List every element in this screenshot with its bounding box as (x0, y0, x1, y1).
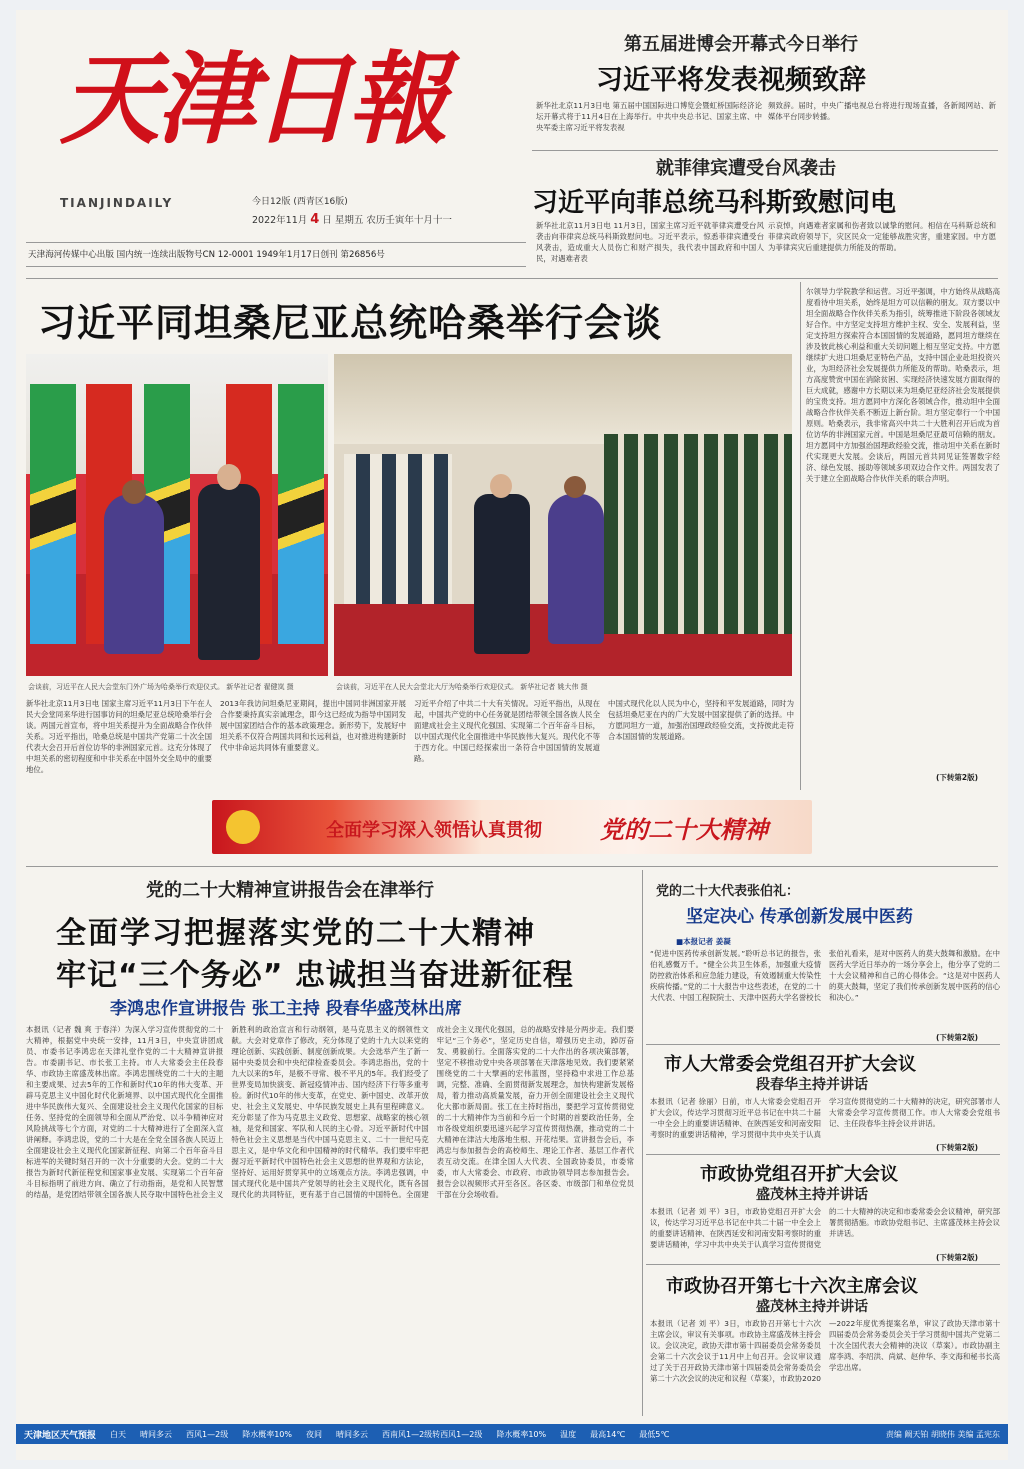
lead-caption-right: 会谈前，习近平在人民大会堂北大厅为哈桑举行欢迎仪式。 新华社记者 姚大伟 摄 (336, 683, 588, 691)
masthead-title: 天津日報 (60, 40, 444, 158)
side-2-headline: 市人大常委会党组召开扩大会议 (664, 1054, 916, 1075)
side-2-subhead: 段春华主持并讲话 (756, 1077, 868, 1093)
publisher-line: 天津海河传媒中心出版 国内统一连续出版物号CN 12-0001 1949年1月17日创刊 第26856号 (28, 250, 385, 260)
side-rule-1 (646, 1044, 1000, 1045)
side-3-subhead: 盛茂林主持并讲话 (756, 1187, 868, 1203)
weather-bar (16, 1424, 1008, 1444)
side-1-byline: ■本报记者 姜凝 (676, 937, 731, 946)
feature-column-rule (642, 870, 643, 1416)
side-2-body: 本报讯（记者 徐丽）日前，市人大常委会党组召开扩大会议，传达学习贯彻习近平总书记在中共二十届一中全会上的重要讲话精神、在陕西延安和河南安阳考察时的重要讲话精神，学习贯彻中共中央关于认真学习宣传贯彻党的二十大精神的决定，研究部署市人大常委会学习宣传贯彻工作。市人大常委会党组书记、主任段春华主持会议并讲话。 (650, 1097, 1000, 1139)
lead-column-rule (800, 282, 801, 790)
side-rule-2 (646, 1154, 1000, 1155)
lead-photo-right (334, 354, 792, 676)
banner-text-a: 全面学习深入领悟认真贯彻 (326, 820, 542, 841)
weather-day: 白天 (110, 1429, 127, 1439)
feature-subhead: 李鸿忠作宣讲报告 张工主持 段春华盛茂林出席 (110, 999, 462, 1019)
side-4-body: 本报讯（记者 刘 平）3日，市政协召开第七十六次主席会议，审议有关事项。市政协主席盛茂林主持会议。会议决定，政协天津市第十四届委员会常务委员会第二十六次会议于11月中上旬召开。会议审议通过了关于召开政协天津市第十四届委员会常务委员会第二十六次会议的决定和议程（草案），市政协2020—2022年度优秀提案名单，审议了政协天津市第十四届委员会常务委员会关于学习贯彻中国共产党第二十次全国代表大会精神的决议（草案）。市政协副主席李鸿、李绍洪、尚斌、赵仲华、李文海和秘书长高学忠出席。 (650, 1319, 1000, 1383)
lead-caption-left: 会谈前，习近平在人民大会堂东门外广场为哈桑举行欢迎仪式。 新华社记者 翟健岚 摄 (28, 683, 294, 691)
side-1-headline: 坚定决心 传承创新发展中医药 (686, 907, 913, 927)
weather-temp-low: 最低5℃ (639, 1429, 670, 1439)
edition-info: 今日12版 (西青区16版) (252, 197, 348, 207)
side-1-kicker: 党的二十大代表张伯礼： (656, 884, 800, 899)
weather-day-wind: 西风1—2级 (186, 1429, 229, 1439)
section-rule-1 (26, 278, 998, 279)
weather-temp-label: 温度 (560, 1429, 577, 1439)
page-editors: 责编 阚天铂 胡晓伟 美编 孟宪东 (885, 1429, 1000, 1439)
feature-body: 本报讯（记者 魏 爽 于春洋）为深入学习宣传贯彻党的二十大精神，根据党中央统一安排，11月3日，中央宣讲团成员、市委书记李鸿忠在天津礼堂作党的二十大精神宣讲报告。市委副书记、市长张工主持。市人大常委会主任段春华、市政协主席盛茂林出席。李鸿忠围绕党的二十大的主题和主要成果、过去5年的工作和新时代10年的伟大变革、开辟马克思主义中国化时代化新境界、以中国式现代化全面推进中华民族伟大复兴、全面建设社会主义现代化国家的目标任务、坚持党的全面领导和全面从严治党、以斗争精神应对风险挑战等七个方面，对党的二十大精神进行了全面深入宣讲阐释。李鸿忠说，党的二十大是在全党全国各族人民迈上全面建设社会主义现代化国家新征程、向第二个百年奋斗目标进军的关键时刻召开的一次十分重要的大会。党的二十大报告为新时代新征程党和国家事业发展、实现第二个百年奋斗目标指明了前进方向、确立了行动指南，是党和人民智慧的结晶，是党团结带领全国各族人民夺取中国特色社会主义新胜利的政治宣言和行动纲领，是马克思主义的纲领性文献。大会对党章作了修改，充分体现了党的十九大以来党的理论创新、实践创新、制度创新成果。大会选举产生了新一届中央委员会和中央纪律检查委员会。李鸿忠指出，党的十九大以来的5年，是极不寻常、极不平凡的5年。我们经受了世界变局加快演变、新冠疫情冲击、国内经济下行等多重考验。新时代10年的伟大变革，在党史、新中国史、改革开放史、社会主义发展史、中华民族发展史上具有里程碑意义。充分彰显了作为马克思主义政党、思想家、战略家的核心领袖，是党和国家、军队和人民的主心骨。习近平新时代中国特色社会主义思想是当代中国马克思主义、二十一世纪马克思主义，是中华文化和中国精神的时代精华。我们要牢牢把握习近平新时代中国特色社会主义思想的世界观和方法论，坚持好、运用好贯穿其中的立场观点方法。李鸿忠强调，中国式现代化是中国共产党领导的社会主义现代化，既有各国现代化的共同特征，更有基于自己国情的中国特色。全面建成社会主义现代化强国，总的战略安排是分两步走。我们要牢记“三个务必”，坚定历史自信，增强历史主动，踔厉奋发、勇毅前行。全面落实党的二十大作出的各项决策部署，坚定不移推动党中央各项部署在天津落地见效。我们要紧紧围绕党的二十大擘画的宏伟蓝图，坚持稳中求进工作总基调，完整、准确、全面贯彻新发展理念，加快构建新发展格局，着力推动高质量发展，奋力开创全面建设社会主义现代化大都市新局面。张工在主持时指出，要把学习宣传贯彻党的二十大精神作为当前和今后一个时期的首要政治任务，全市各级党组织要迅速兴起学习宣传贯彻热潮，推动党的二十大精神在津沽大地落地生根、开花结果。宣讲报告会后，李鸿忠与参加报告会的高校师生、理论工作者、基层工作者代表互动交流。在津全国人大代表、全国政协委员，市委常委，市人大常委会、市政府、市政协领导同志参加报告会。报告会以视频形式开至各区。各区委、市级部门和单位党员干部在分会场收看。 (26, 1025, 634, 1199)
weather-day-rain: 降水概率10% (242, 1429, 292, 1439)
side-3-jump: (下转第2版) (936, 1253, 979, 1262)
feature-headline-2: 牢记“三个务必” 忠诚担当奋进新征程 (56, 958, 574, 993)
lead-photo-left (26, 354, 328, 676)
feature-kicker: 党的二十大精神宣讲报告会在津举行 (146, 880, 434, 901)
top-story-2-body-b: 示哀悼，向遇难者家属和伤者致以诚挚的慰问。相信在马科斯总统和菲律宾政府领导下，灾区民众一定能够战胜灾害，重建家园。中方愿为菲律宾灾后重建提供力所能及的帮助。 (768, 221, 996, 252)
top-story-2-kicker: 就菲律宾遭受台风袭击 (656, 158, 836, 179)
lead-body-4: 中国式现代化以人民为中心，坚持和平发展道路，同时为包括坦桑尼亚在内的广大发展中国家提供了新的选择。中方愿同坦方一道，加强治国理政经验交流，支持彼此走符合本国国情的发展道路。 (608, 699, 794, 741)
side-1-body: “促进中医药传承创新发展。”聆听总书记的报告，张伯礼感慨万千。“健全公共卫生体系，加强重大疫情防控救治体系和应急能力建设，有效遏制重大传染性疾病传播。”党的二十大报告中这些表述，在党的二十大代表、中国工程院院士、天津中医药大学名誉校长张伯礼看来，是对中医药人的莫大鼓舞和激励。在中医药大学近日举办的一场分享会上，他分享了党的二十大会议精神和自己的心得体会。“这是对中医药人的莫大鼓舞，坚定了我们传承创新发展中医药的信心和决心。” (650, 949, 1000, 1002)
weather-label: 天津地区天气预报 (24, 1430, 97, 1441)
masthead-latin: TIANJINDAILY (60, 196, 174, 210)
weather-day-sky: 晴间多云 (140, 1429, 173, 1439)
banner (212, 800, 812, 854)
top-story-divider (532, 150, 998, 151)
newspaper-page (16, 10, 1008, 1460)
top-story-1-kicker: 第五届进博会开幕式今日举行 (624, 34, 858, 55)
side-4-headline: 市政协召开第七十六次主席会议 (666, 1276, 918, 1297)
weather-night: 夜间 (305, 1429, 322, 1439)
top-story-2-body-a: 新华社北京11月3日电 11月3日，国家主席习近平就菲律宾遭受台风袭击向菲律宾总统马科斯致慰问电。习近平表示，惊悉菲律宾遭受台风袭击，造成重大人员伤亡和财产损失，我代表中国政府和中国人民，对遇难者表 (536, 221, 764, 263)
lead-headline: 习近平同坦桑尼亚总统哈桑举行会谈 (38, 301, 663, 345)
side-4-subhead: 盛茂林主持并讲话 (756, 1299, 868, 1315)
party-emblem-icon (226, 810, 260, 844)
masthead-rule-bottom (26, 266, 526, 267)
lead-jump: (下转第2版) (936, 773, 979, 782)
lead-right-column: 尔领导力学院教学和运营。习近平强调，中方始终从战略高度看待中坦关系，始终是坦方可以信赖的朋友。双方要以中坦全面战略合作伙伴关系为指引，统筹推进下阶段各领域友好合作。中方坚定支持坦方维护主权、安全、发展利益，坚定支持坦方探索符合本国国情的发展道路，愿同坦方继续在涉及彼此核心利益和重大关切问题上相互坚定支持。中方愿继续扩大进口坦桑尼亚特色产品，支持中国企业赴坦投资兴业，为坦经济社会发展提供力所能及的帮助。哈桑表示，坦方高度赞赏中国在消除贫困、实现经济快速发展方面取得的巨大成就，感谢中方长期以来为坦桑尼亚经济社会发展提供的宝贵支持。坦方愿同中方深化各领域合作，推动坦中全面战略合作伙伴关系不断迈上新台阶。坦方坚定奉行一个中国原则。哈桑表示，我非常高兴中共二十大胜利召开后成为首位访华的非洲国家元首。中国是坦桑尼亚最可信赖的朋友。坦方愿同中方加强治国理政经验交流，推动坦中关系在新时代实现更大发展。会谈后，两国元首共同见证签署数字经济、绿色发展、援助等领域多项双边合作文件。两国发表了关于建立全面战略合作伙伴关系的联合声明。 (806, 287, 1000, 483)
lead-body-1: 新华社北京11月3日电 国家主席习近平11月3日下午在人民大会堂同来华进行国事访问的坦桑尼亚总统哈桑举行会谈。两国元首宣布，将中坦关系提升为全面战略合作伙伴关系。习近平指出，哈桑总统是中国共产党第二十次全国代表大会召开后首位访华的非洲国家元首。这充分体现了中坦关系的密切程度和中非关系在中国外交全局中的重要地位。 (26, 699, 212, 774)
feature-headline-1: 全面学习把握落实党的二十大精神 (56, 916, 536, 951)
side-1-jump: (下转第2版) (936, 1033, 979, 1042)
weather-temp-high: 最高14℃ (590, 1429, 626, 1439)
top-story-1-headline: 习近平将发表视频致辞 (596, 65, 866, 96)
lead-body-3: 习近平介绍了中共二十大有关情况。习近平指出，从现在起，中国共产党的中心任务就是团结带领全国各族人民全面建成社会主义现代化强国、实现第二个百年奋斗目标，以中国式现代化全面推进中华民族伟大复兴。现代化不等于西方化。中国已经探索出一条符合中国国情的发展道路。 (414, 699, 600, 763)
section-rule-2 (26, 866, 998, 867)
side-3-headline: 市政协党组召开扩大会议 (700, 1164, 898, 1185)
side-3-body: 本报讯（记者 刘 平）3日，市政协党组召开扩大会议，传达学习习近平总书记在中共二十届一中全会上的重要讲话精神、在陕西延安和河南安阳考察时的重要讲话精神，学习中共中央关于认真学习宣传贯彻党的二十大精神的决定和市委常委会会议精神，研究部署贯彻措施。市政协党组书记、主席盛茂林主持会议并讲话。 (650, 1207, 1000, 1249)
side-2-jump: (下转第2版) (936, 1143, 979, 1152)
issue-date: 2022年11月 4 日 星期五 农历壬寅年十月十一 (252, 212, 452, 227)
issue-day: 4 (310, 212, 320, 227)
side-rule-3 (646, 1264, 1000, 1265)
weather-night-sky: 晴间多云 (335, 1429, 368, 1439)
lead-body-2: 2013年我访问坦桑尼亚期间，提出中国同非洲国家开展合作要秉持真实亲诚理念，即今这已经成为指导中国同发展中国家团结合作的基本政策理念。新形势下，发展好中坦关系不仅符合两国共同和长远利益，也对推进构建新时代中非命运共同体有重要意义。 (220, 699, 406, 752)
top-story-1-body-b: 频致辞。届时，中央广播电视总台将进行现场直播，各新闻网站、新媒体平台同步转播。 (768, 101, 996, 121)
masthead-rule-top (26, 242, 526, 243)
banner-text-b: 党的二十大精神 (600, 815, 768, 844)
top-story-1-body-a: 新华社北京11月3日电 第五届中国国际进口博览会暨虹桥国际经济论坛开幕式将于11月4日在上海举行。中共中央总书记、国家主席、中央军委主席习近平将发表视 (536, 101, 762, 132)
weather-night-rain: 降水概率10% (496, 1429, 547, 1439)
weather-night-wind: 西南风1—2级转西风1—2级 (381, 1429, 483, 1439)
top-story-2-headline: 习近平向菲总统马科斯致慰问电 (532, 188, 897, 218)
